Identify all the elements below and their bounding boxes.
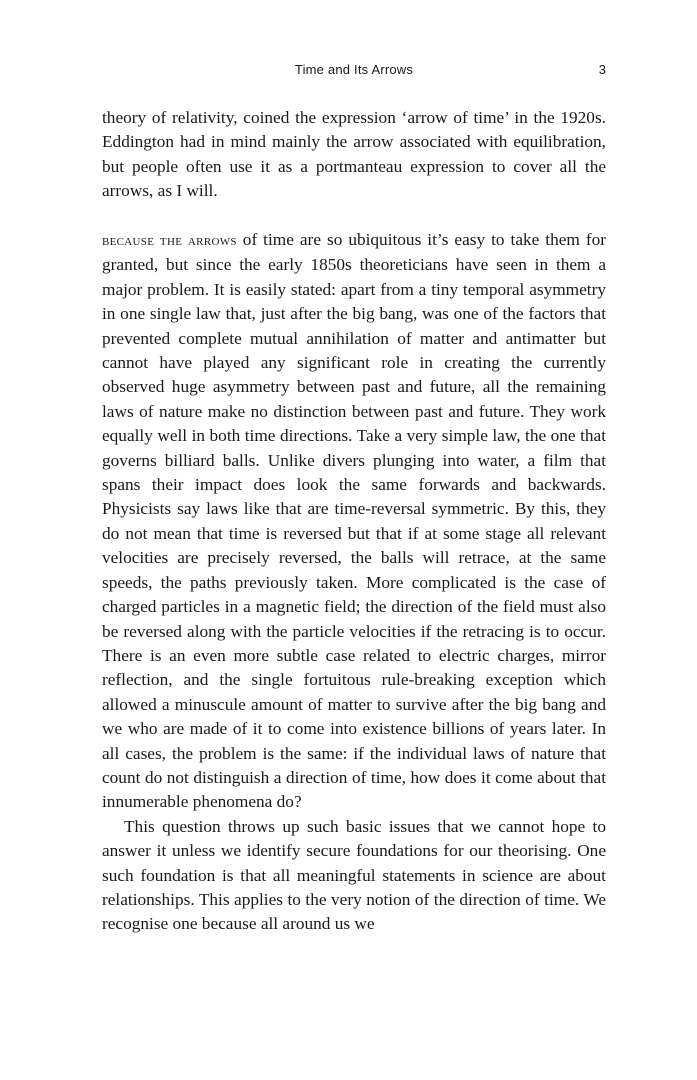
running-header [102,62,606,82]
paragraph-2-text: of time are so ubiquitous it’s easy to take them for granted, but since the early 1850s theoreticians have seen in them a major problem. It is easily stated: apart from a tiny temporal asymmetry in one single law that, just after the big bang, was one of the factors that prevented complete mutual annihilation of matter and antimatter but cannot have played any significant role in creating the currently observed huge asymmetry between past and future, all the remaining laws of nature make no distinction between past and future. They work equally well in both time directions. Take a very simple law, the one that governs billiard balls. Unlike divers plunging into water, a film that spans their impact does look the same forwards and backwards. Physicists say laws like that are time-reversal symmetric. By this, they do not mean that time is reversed but that if at some stage all relevant velocities are precisely reversed, the balls will retrace, at the same speeds, the paths previously taken. More complicated is the case of charged particles in a magnetic field; the direction of the field must also be reversed along with the particle velocities if the retracing is to occur. There is an even more subtle case related to electric charges, mirror reflection, and the single fortuitous rule-breaking exception which allowed a minuscule amount of matter to survive after the big bang and we who are made of it to come into existence billions of years later. In all cases, the problem is the same: if the individual laws of nature that count do not distinguish a direction of time, how does it come about that innumerable phenomena do? [102,230,606,812]
paragraph-1: theory of relativity, coined the expression ‘arrow of time’ in the 1920s. Eddington had in mind mainly the arrow associated with equilibration, but people often use it as a portmanteau expression to cover all the arrows, as I will. [102,108,606,201]
running-title: Time and Its Arrows [294,62,414,77]
section-lead-in: because the arrows [102,233,237,250]
body-text [102,106,606,937]
paragraph-3: This question throws up such basic issues that we cannot hope to answer it unless we identify secure foundations for our theorising. One such foundation is that all meaningful statements in science are about relationships. This applies to the very notion of the direction of time. We recognise one because all around us we [102,816,606,934]
page-number: 3 [598,62,606,77]
paragraph-2 [102,228,606,815]
